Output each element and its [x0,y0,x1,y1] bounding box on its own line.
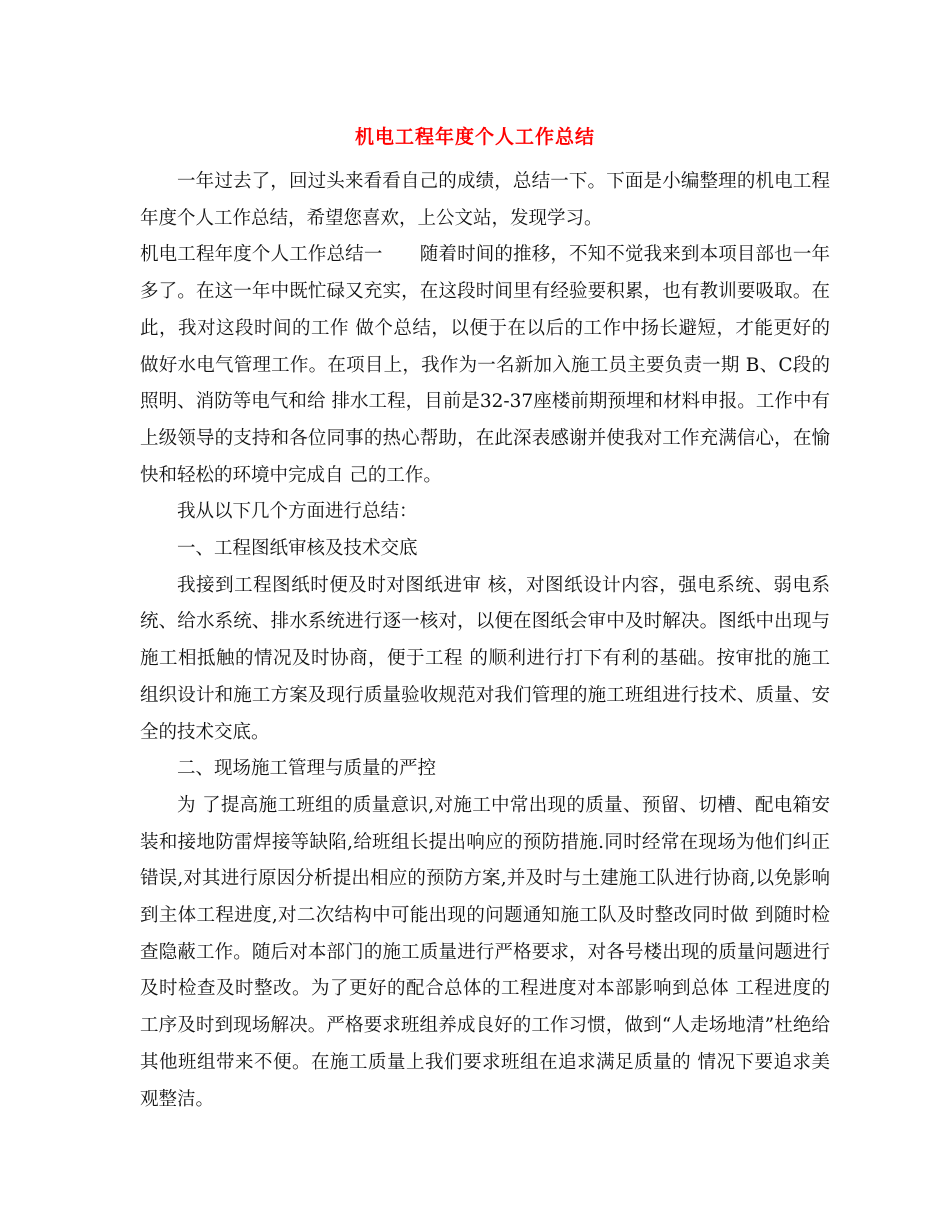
paragraph-aspects-intro: 我从以下几个方面进行总结： [177,501,418,523]
paragraph-intro: 一年过去了，回过头来看看自己的成绩，总结一下。下面是小编整理的机电工程年度个人工作总结，希望您喜欢，上公文站，发现学习。 [140,171,830,229]
section-heading-site-management: 二、现场施工管理与质量的严控 [177,758,437,780]
paragraph-drawings: 我接到工程图纸时便及时对图纸进审 核，对图纸设计内容，强电系统、弱电系统、给水系统、排水系统进行逐一核对，以便在图纸会审中及时解决。图纸中出现与施工相抵触的情况及时协商，便于工程 的顺利进行打下有利的基础。按审批的施工组织设计和施工方案及现行质量验收规范对我们管理的施工班组进行技术、质量、安全的技术交底。 [140,574,830,743]
document-body [140,164,830,1118]
document-title: 机电工程年度个人工作总结 [354,126,595,148]
paragraph-summary-one: 机电工程年度个人工作总结一 随着时间的推移，不知不觉我来到本项目部也一年多了。在这一年中既忙碌又充实，在这段时间里有经验要积累，也有教训要吸取。在此，我对这段时间的工作 做个总结，以便于在以后的工作中扬长避短，才能更好的做好水电气管理工作。在项目上，我作为一名新加入施工员主要负责一期 B、C段的照明、消防等电气和给 排水工程，目前是32-37座楼前期预埋和材料申报。工作中有上级领导的支持和各位同事的热心帮助，在此深表感谢并使我对工作充满信心，在愉快和轻松的环境中完成自 己的工作。 [140,244,830,486]
section-heading-drawings: 一、工程图纸审核及技术交底 [177,538,418,560]
paragraph-site-management: 为 了提高施工班组的质量意识,对施工中常出现的质量、预留、切槽、配电箱安装和接地防雷焊接等缺陷,给班组长提出响应的预防措施.同时经常在现场为他们纠正 错误,对其进行原因分析提出相应的预防方案,并及时与土建施工队进行协商,以免影响到主体工程进度,对二次结构中可能出现的问题通知施工队及时整改同时做 到随时检查隐蔽工作。随后对本部门的施工质量进行严格要求，对各号楼出现的质量问题进行及时检查及时整改。为了更好的配合总体的工程进度对本部影响到总体 工程进度的工序及时到现场解决。严格要求班组养成良好的工作习惯，做到“人走场地清”杜绝给其他班组带来不便。在施工质量上我们要求班组在追求满足质量的 情况下要追求美观整洁。 [140,794,830,1110]
